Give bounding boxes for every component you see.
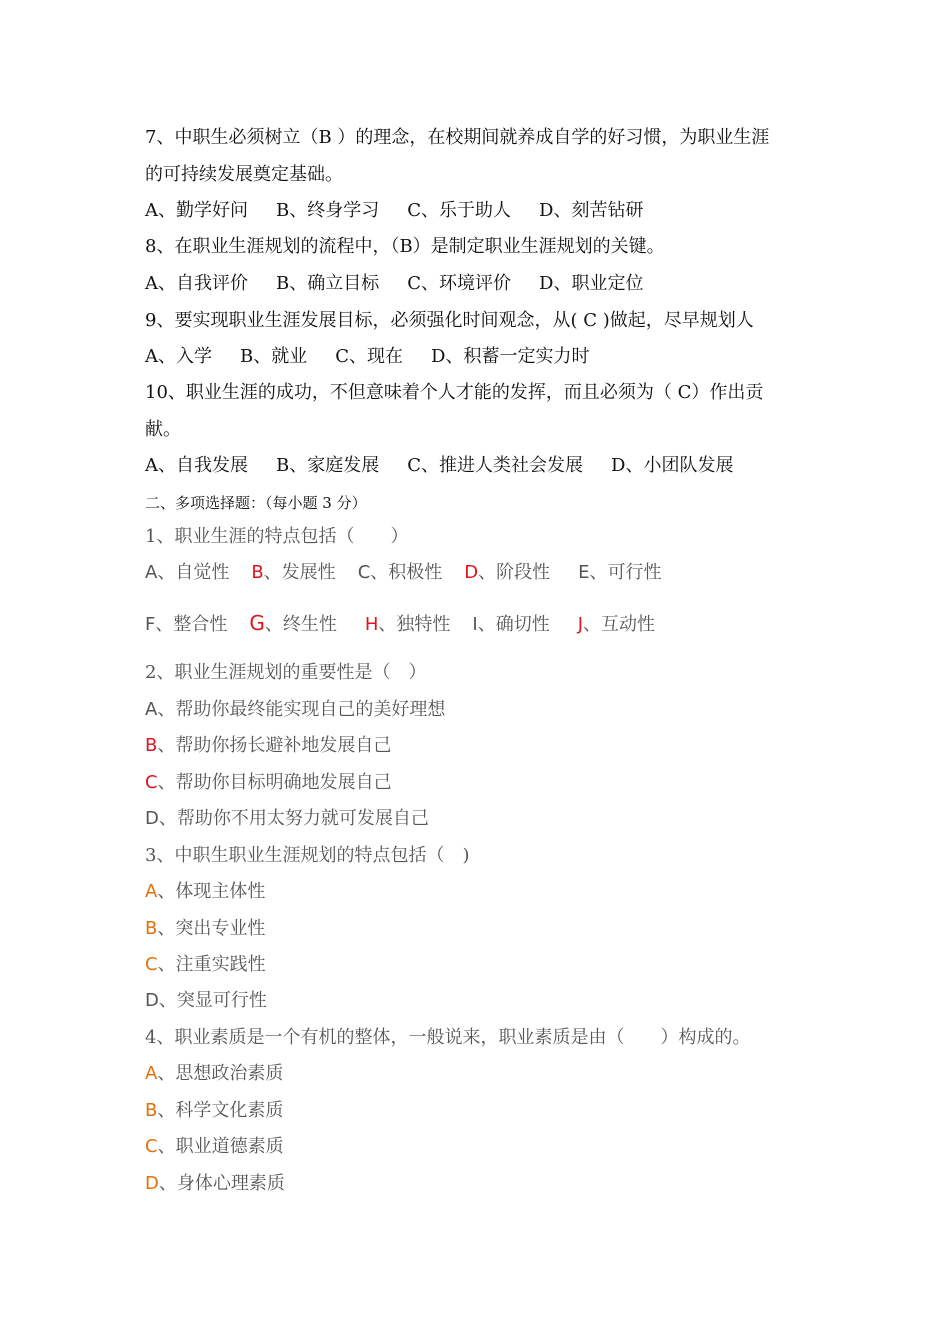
section-heading: 二、多项选择题：（每小题 3 分） bbox=[145, 494, 367, 512]
q8-option-a: A、自我评价 bbox=[145, 273, 248, 294]
q9-option-b: B、就业 bbox=[240, 346, 308, 367]
q7-line1: 7、中职生必须树立（B ）的理念，在校期间就养成自学的好习惯，为职业生涯 bbox=[145, 127, 770, 148]
m2-option-d: D、帮助你不用太努力就可发展自己 bbox=[145, 808, 429, 829]
q10-option-a: A、自我发展 bbox=[145, 455, 248, 476]
m1-option-h: H、独特性 bbox=[364, 614, 451, 635]
q10-option-d: D、小团队发展 bbox=[611, 455, 734, 476]
q7-option-c: C、乐于助人 bbox=[407, 200, 512, 221]
q7-option-a: A、勤学好问 bbox=[145, 200, 248, 221]
m3-option-a: A、体现主体性 bbox=[145, 881, 266, 902]
q8-option-c: C、环境评价 bbox=[407, 273, 512, 294]
m2-option-c: C、帮助你目标明确地发展自己 bbox=[145, 772, 392, 793]
q10-option-c: C、推进人类社会发展 bbox=[407, 455, 584, 476]
m1-option-j: J、互动性 bbox=[577, 614, 656, 635]
m2-text: 2、职业生涯规划的重要性是（ ） bbox=[145, 662, 427, 683]
m1-option-c: C、积极性 bbox=[357, 562, 443, 583]
m1-option-a: A、自觉性 bbox=[145, 562, 230, 583]
m3-option-b: B、突出专业性 bbox=[145, 918, 266, 939]
q10-options bbox=[145, 453, 733, 479]
q8-option-b: B、确立目标 bbox=[276, 273, 380, 294]
q9-text: 9、要实现职业生涯发展目标，必须强化时间观念，从( C )做起，尽早规划人 bbox=[145, 310, 754, 331]
q7-option-d: D、刻苦钻研 bbox=[539, 200, 644, 221]
q10-option-b: B、家庭发展 bbox=[276, 455, 380, 476]
q9-option-d: D、积蓄一定实力时 bbox=[431, 346, 590, 367]
m3-text: 3、中职生职业生涯规划的特点包括（ ) bbox=[145, 845, 470, 866]
q8-text: 8、在职业生涯规划的流程中，（B）是制定职业生涯规划的关键。 bbox=[145, 236, 665, 257]
m1-text: 1、职业生涯的特点包括（ ） bbox=[145, 526, 409, 547]
q8-options bbox=[145, 271, 643, 297]
m4-option-c: C、职业道德素质 bbox=[145, 1136, 284, 1157]
m2-option-b: B、帮助你扬长避补地发展自己 bbox=[145, 735, 392, 756]
m1-options-row1 bbox=[145, 560, 662, 586]
q10-line1: 10、职业生涯的成功，不但意味着个人才能的发挥，而且必须为（ C）作出贡 bbox=[145, 382, 764, 403]
m4-option-d: D、身体心理素质 bbox=[145, 1173, 285, 1194]
q10-line2: 献。 bbox=[145, 419, 181, 440]
m1-option-d: D、阶段性 bbox=[464, 562, 551, 583]
q9-option-c: C、现在 bbox=[335, 346, 404, 367]
m3-option-d: D、突显可行性 bbox=[145, 990, 267, 1011]
m1-option-e: E、可行性 bbox=[578, 562, 662, 583]
m4-option-b: B、科学文化素质 bbox=[145, 1100, 284, 1121]
m1-option-i: I、确切性 bbox=[472, 614, 550, 635]
m4-text: 4、职业素质是一个有机的整体，一般说来，职业素质是由（ ）构成的。 bbox=[145, 1027, 751, 1048]
m4-option-a: A、思想政治素质 bbox=[145, 1063, 284, 1084]
m1-option-f: F、整合性 bbox=[145, 614, 228, 635]
m1-option-g: G、终生性 bbox=[249, 611, 337, 635]
q8-option-d: D、职业定位 bbox=[539, 273, 644, 294]
q9-option-a: A、入学 bbox=[145, 346, 212, 367]
m1-options-row2 bbox=[145, 610, 655, 638]
q7-options bbox=[145, 198, 643, 224]
q9-options bbox=[145, 344, 589, 370]
q7-line2: 的可持续发展奠定基础。 bbox=[145, 164, 343, 185]
m1-option-b: B、发展性 bbox=[251, 562, 336, 583]
m2-option-a: A、帮助你最终能实现自己的美好理想 bbox=[145, 699, 446, 720]
m3-option-c: C、注重实践性 bbox=[145, 954, 266, 975]
q7-option-b: B、终身学习 bbox=[276, 200, 380, 221]
